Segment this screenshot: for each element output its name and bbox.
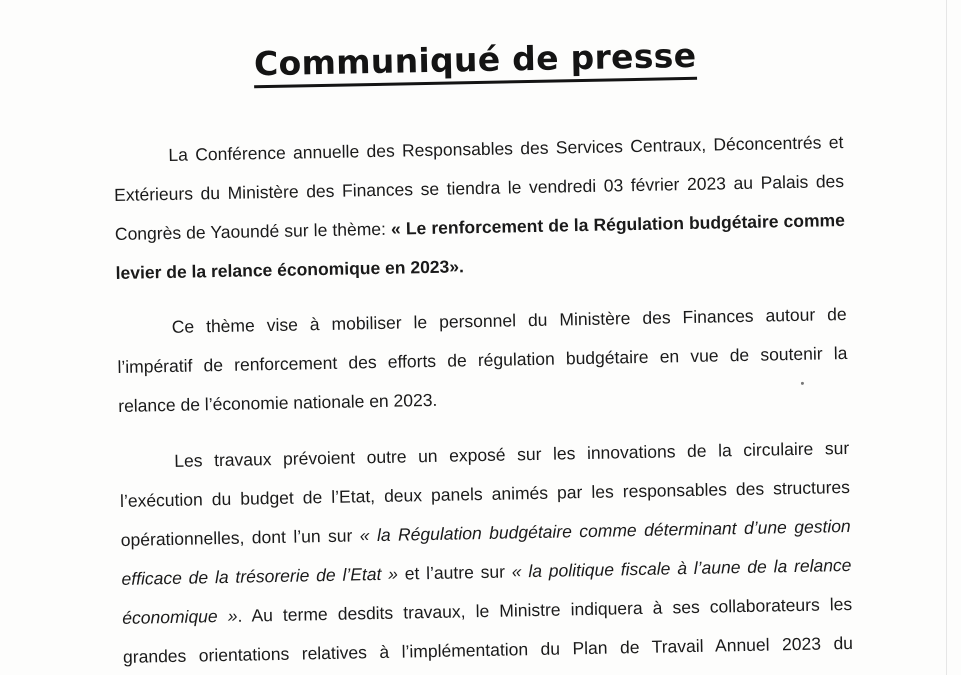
page-title-text: Communiqué de presse [254,36,697,88]
paragraph-2-line-3: relance de l’économie nationale en 2023. [118,389,438,416]
theme-quote-end: levier de la relance économique en 2023». [115,256,465,283]
paragraph-3-line-4 [121,554,851,590]
paragraph-3-line-5-text: . Au terme desdits travaux, le Ministre indiquera à ses collaborateurs les [237,593,853,626]
panel-2-quote-end: économique » [122,605,238,628]
paragraph-3-line-4-text: et l’autre sur [397,561,512,584]
paragraph-1-line-3-text: Congrès de Yaoundé sur le thème: [114,218,392,244]
paragraph-1-line-2: Extérieurs du Ministère des Finances se tiendra le vendredi 03 février 2023 au Palais des [114,170,845,206]
page-title [0,31,956,93]
panel-2-quote-start: « la politique fiscale à l’aune de la relance [511,554,852,582]
paragraph-2-line-2: l’impératif de renforcement des efforts de régulation budgétaire en vue de soutenir la [117,342,848,377]
theme-quote-start: « Le renforcement de la Régulation budgétaire comme [390,209,846,239]
paragraph-3-line-3-text: opérationnelles, dont l’un sur [120,525,360,550]
panel-1-quote-start: « la Régulation budgétaire comme déterminant d’une gestion [359,515,851,546]
paragraph-3-line-1: Les travaux prévoient outre un exposé sur les innovations de la circulaire sur [174,437,850,471]
paragraph-3-line-5 [122,593,852,629]
paragraph-1-line-3 [115,209,845,245]
paragraph-3-line-6: grandes orientations relatives à l’implémentation du Plan de Travail Annuel 2023 du [122,632,854,667]
paragraph-3-line-2: l’exécution du budget de l’Etat, deux panels animés par les responsables des structures [119,476,851,511]
paragraph-2-line-1: Ce thème vise à mobiliser le personnel du Ministère des Finances autour de [171,303,847,337]
scan-speck [801,382,804,385]
paragraph-1-line-1: La Conférence annuelle des Responsables des Services Centraux, Déconcentrés et [168,132,844,165]
paragraph-3-line-3 [121,515,851,551]
panel-1-quote-end: efficace de la trésorerie de l’Etat » [121,563,399,589]
